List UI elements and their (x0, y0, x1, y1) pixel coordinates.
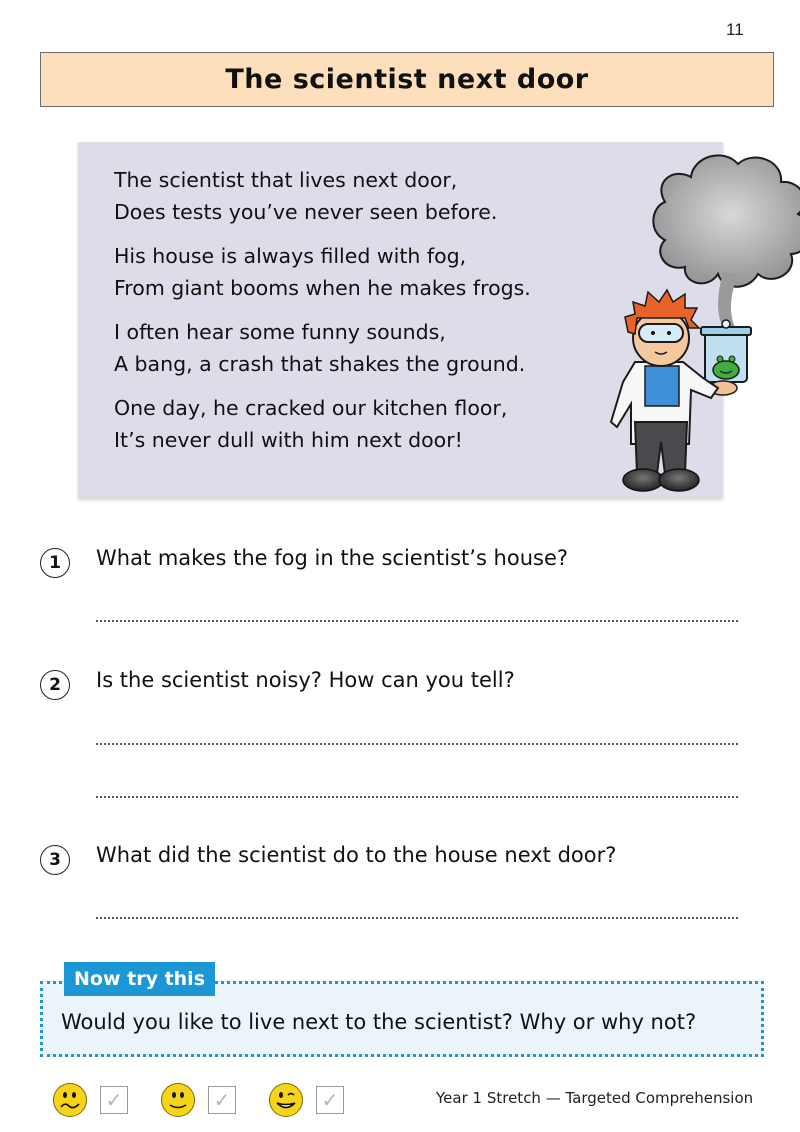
rating-confident (268, 1082, 344, 1118)
poem-line: Does tests you’ve never seen before. (114, 200, 498, 224)
poem-line: From giant booms when he makes frogs. (114, 276, 531, 300)
answer-line-q2b[interactable] (96, 796, 738, 798)
rating-okay (160, 1082, 236, 1118)
now-try-this-label: Now try this (64, 962, 215, 996)
poem-line: One day, he cracked our kitchen floor, (114, 396, 508, 420)
scientist-illustration-icon (573, 142, 800, 498)
question-text: What did the scientist do to the house next door? (96, 843, 617, 867)
smile-face-icon (160, 1082, 196, 1118)
rating-checkbox[interactable]: ✓ (100, 1086, 128, 1114)
footer-text: Year 1 Stretch — Targeted Comprehension (436, 1089, 754, 1107)
poem-line: It’s never dull with him next door! (114, 428, 463, 452)
title-banner (40, 52, 774, 107)
stanza-4 (114, 392, 507, 456)
poem-passage (78, 142, 723, 498)
stanza-1 (114, 164, 497, 228)
rating-unsure (52, 1082, 128, 1118)
question-number: 3 (40, 845, 70, 875)
question-number: 2 (40, 670, 70, 700)
answer-line-q2a[interactable] (96, 743, 738, 745)
now-try-this-prompt: Would you like to live next to the scientist? Why or why not? (61, 1010, 697, 1034)
rating-checkbox[interactable]: ✓ (208, 1086, 236, 1114)
question-number: 1 (40, 548, 70, 578)
stanza-3 (114, 316, 525, 380)
answer-line-q1[interactable] (96, 620, 738, 622)
question-text: What makes the fog in the scientist’s house? (96, 546, 569, 570)
stanza-2 (114, 240, 531, 304)
rating-checkbox[interactable]: ✓ (316, 1086, 344, 1114)
question-text: Is the scientist noisy? How can you tell? (96, 668, 515, 692)
page-title: The scientist next door (225, 64, 589, 95)
poem-line: His house is always filled with fog, (114, 244, 467, 268)
unsure-face-icon (52, 1082, 88, 1118)
poem-line: I often hear some funny sounds, (114, 320, 446, 344)
answer-line-q3[interactable] (96, 917, 738, 919)
page-number: 11 (726, 20, 744, 39)
wink-grin-face-icon (268, 1082, 304, 1118)
poem-line: The scientist that lives next door, (114, 168, 458, 192)
poem-line: A bang, a crash that shakes the ground. (114, 352, 526, 376)
